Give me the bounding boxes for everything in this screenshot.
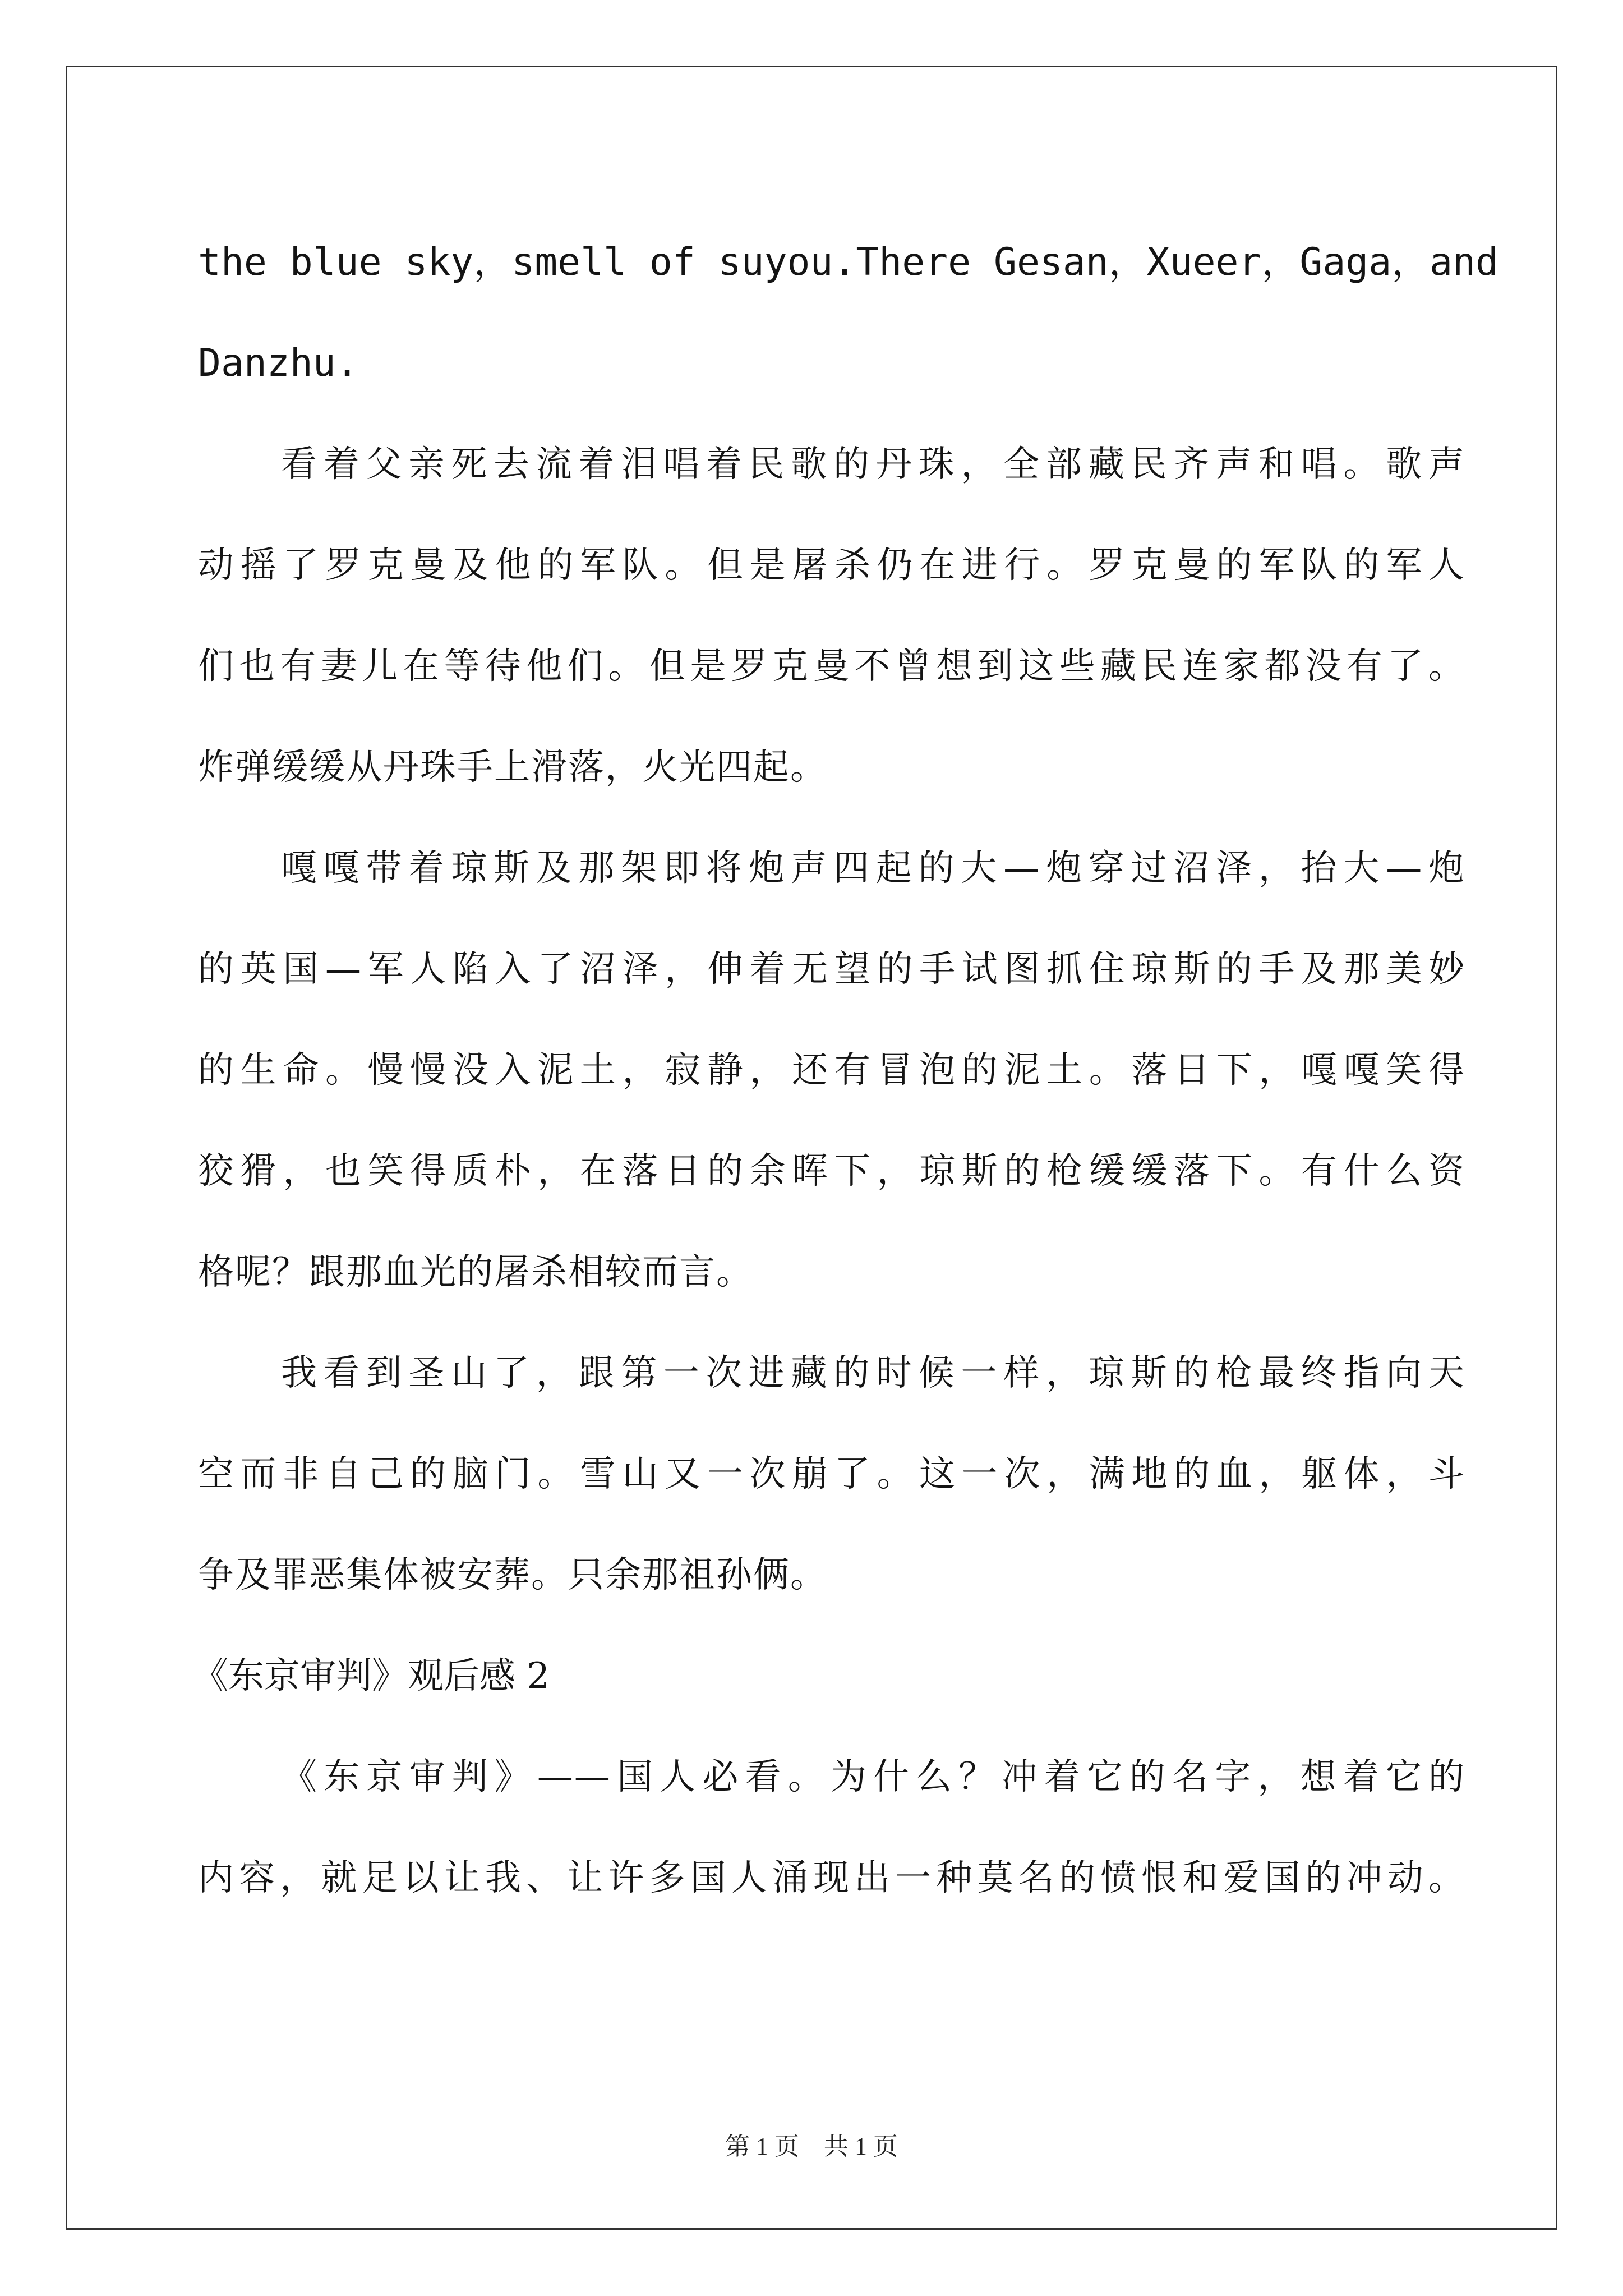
paragraph-line: 嘎嘎带着琼斯及那架即将炮声四起的大—炮穿过沼泽，抬大—炮 <box>281 848 1465 889</box>
paragraph-line: 狡猾，也笑得质朴，在落日的余晖下，琼斯的枪缓缓落下。有什么资 <box>198 1151 1465 1192</box>
paragraph-line: 炸弹缓缓从丹珠手上滑落，火光四起。 <box>198 747 827 788</box>
paragraph-line: Danzhu. <box>198 341 359 385</box>
paragraph-line: 看着父亲死去流着泪唱着民歌的丹珠，全部藏民齐声和唱。歌声 <box>281 444 1465 485</box>
section-heading: 《东京审判》观后感 2 <box>192 1655 550 1697</box>
paragraph-line: 争及罪恶集体被安葬。只余那祖孙俩。 <box>198 1554 827 1596</box>
page-number-footer: 第 1 页 共 1 页 <box>725 2133 898 2160</box>
paragraph-line: 的生命。慢慢没入泥土，寂静，还有冒泡的泥土。落日下，嘎嘎笑得 <box>198 1050 1465 1091</box>
paragraph-line: 们也有妻儿在等待他们。但是罗克曼不曾想到这些藏民连家都没有了。 <box>198 646 1465 687</box>
paragraph-line: 格呢？跟那血光的屠杀相较而言。 <box>198 1251 753 1293</box>
paragraph-line: 空而非自己的脑门。雪山又一次崩了。这一次，满地的血，躯体，斗 <box>198 1453 1465 1495</box>
paragraph-line: 内容，就足以让我、让许多国人涌现出一种莫名的愤恨和爱国的冲动。 <box>198 1857 1465 1899</box>
paragraph-line: 我看到圣山了，跟第一次进藏的时候一样，琼斯的枪最终指向天 <box>281 1352 1465 1394</box>
paragraph-line: 的英国—军人陷入了沼泽，伸着无望的手试图抓住琼斯的手及那美妙 <box>198 949 1465 990</box>
paragraph-line: the blue sky，smell of suyou.There Gesan，Xueer，Gaga，and <box>198 240 1498 284</box>
paragraph-line: 《东京审判》——国人必看。为什么？冲着它的名字，想着它的 <box>281 1756 1465 1798</box>
document-body <box>192 212 1498 1929</box>
paragraph-line: 动摇了罗克曼及他的军队。但是屠杀仍在进行。罗克曼的军队的军人 <box>198 545 1465 586</box>
